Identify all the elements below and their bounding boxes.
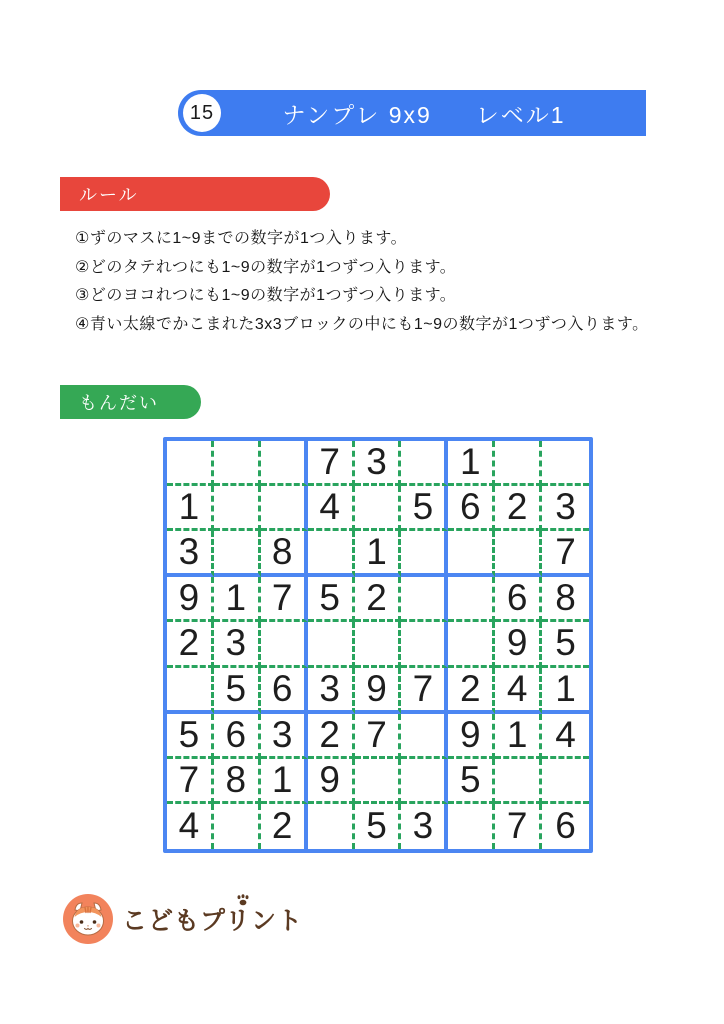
sudoku-cell-empty[interactable] [167,441,214,486]
puzzle-number: 15 [189,101,215,124]
sudoku-cell-given: 7 [167,759,214,804]
sudoku-cell-given: 9 [495,622,542,667]
title-main: ナンプレ 9x9 [282,101,432,128]
page-title [178,97,646,130]
sudoku-cell-given: 3 [401,804,448,849]
sudoku-cell-given: 6 [214,714,261,759]
sudoku-cell-empty[interactable] [542,759,589,804]
sudoku-grid [163,437,593,853]
rule-item-2: ②どのタテれつにも1~9の数字が1つずつ入ります。 [75,258,457,276]
rule-item-3: ③どのヨコれつにも1~9の数字が1つずつ入ります。 [75,287,457,304]
sudoku-cell-empty[interactable] [401,622,448,667]
sudoku-cell-given: 5 [355,804,402,849]
sudoku-cell-empty[interactable] [401,577,448,622]
sudoku-cell-empty[interactable] [214,804,261,849]
sudoku-cell-empty[interactable] [261,622,308,667]
sudoku-cell-given: 5 [214,668,261,714]
sudoku-cell-given: 9 [167,577,214,622]
sudoku-cell-empty[interactable] [448,804,495,849]
sudoku-cell-given: 9 [448,714,495,759]
sudoku-cell-given: 2 [167,622,214,667]
sudoku-cell-given: 2 [261,804,308,849]
sudoku-cell-empty[interactable] [495,441,542,486]
sudoku-cell-given: 2 [308,714,355,759]
sudoku-cell-empty[interactable] [495,531,542,577]
sudoku-cell-given: 5 [401,486,448,531]
title-level: レベル1 [475,101,566,128]
sudoku-cell-empty[interactable] [448,577,495,622]
sudoku-cell-given: 3 [167,531,214,577]
sudoku-cell-given: 2 [495,486,542,531]
rules-banner-label: ルール [79,185,139,205]
sudoku-cell-given: 8 [261,531,308,577]
sudoku-cell-given: 4 [308,486,355,531]
sudoku-cell-empty[interactable] [495,759,542,804]
sudoku-cell-empty[interactable] [401,759,448,804]
sudoku-cell-empty[interactable] [448,622,495,667]
sudoku-cell-given: 9 [308,759,355,804]
rule-item-4: ④青い太線でかこまれた3x3ブロックの中にも1~9の数字が1つずつ入ります。 [75,315,649,333]
sudoku-cell-given: 2 [448,668,495,714]
sudoku-cell-empty[interactable] [261,486,308,531]
sudoku-cell-given: 4 [167,804,214,849]
sudoku-cell-empty[interactable] [355,759,402,804]
sudoku-cell-given: 7 [308,441,355,486]
sudoku-cell-given: 5 [308,577,355,622]
sudoku-cell-empty[interactable] [308,531,355,577]
puzzle-number-badge [183,94,221,132]
sudoku-cell-empty[interactable] [355,622,402,667]
sudoku-cell-given: 5 [167,714,214,759]
sudoku-cell-given: 8 [542,577,589,622]
sudoku-cell-given: 7 [495,804,542,849]
sudoku-cell-empty[interactable] [448,531,495,577]
sudoku-cell-given: 1 [448,441,495,486]
sudoku-cell-given: 7 [355,714,402,759]
problem-banner-label: もんだい [79,393,159,413]
sudoku-cell-given: 2 [355,577,402,622]
sudoku-cell-given: 6 [555,805,576,847]
sudoku-cell-given: 4 [542,714,589,759]
sudoku-cell-given: 6 [495,577,542,622]
sudoku-cell-given: 4 [495,668,542,714]
sudoku-cell-empty[interactable] [308,622,355,667]
sudoku-cell-empty[interactable] [401,441,448,486]
sudoku-cell-empty[interactable] [308,804,355,849]
rule-item-1: ①ずのマスに1~9までの数字が1つ入ります。 [75,230,408,247]
rules-banner [60,177,330,211]
sudoku-cell-empty[interactable] [401,714,448,759]
sudoku-cell-empty[interactable] [401,531,448,577]
sudoku-cell-given: 5 [542,622,589,667]
sudoku-cell-empty[interactable] [355,486,402,531]
sudoku-cell-given: 6 [448,486,495,531]
sudoku-cell-empty[interactable] [261,441,308,486]
footer-logo [63,894,303,944]
sudoku-cell-empty[interactable] [214,531,261,577]
sudoku-cell-empty[interactable] [214,486,261,531]
sudoku-cell-given: 7 [542,531,589,577]
sudoku-cell-given: 1 [261,759,308,804]
sudoku-cell-given: 7 [261,577,308,622]
cat-mascot-icon [63,894,113,944]
problem-banner [60,385,201,419]
sudoku-cell-given: 1 [167,486,214,531]
sudoku-cell-given: 1 [355,531,402,577]
sudoku-cell-given: 6 [261,668,308,714]
sudoku-cell-empty[interactable] [167,668,214,714]
sudoku-cell-given: 3 [214,622,261,667]
header-bar [178,90,646,136]
rules-list [75,231,675,345]
sudoku-cell-given: 7 [401,668,448,714]
sudoku-cell-given: 8 [214,759,261,804]
sudoku-cell-empty[interactable] [542,441,589,486]
sudoku-cell-given: 1 [214,577,261,622]
sudoku-cell-given: 3 [355,441,402,486]
sudoku-cell-empty[interactable] [214,441,261,486]
paw-print-icon [236,894,250,907]
sudoku-cell-given: 3 [542,486,589,531]
logo-text: こどもプリント [122,907,304,935]
sudoku-cell-given: 1 [542,668,589,714]
sudoku-cell-given: 5 [448,759,495,804]
sudoku-cell-given: 3 [308,668,355,714]
sudoku-cell-given: 1 [495,714,542,759]
sudoku-cell-given: 3 [261,714,308,759]
sudoku-cell-given: 9 [355,668,402,714]
